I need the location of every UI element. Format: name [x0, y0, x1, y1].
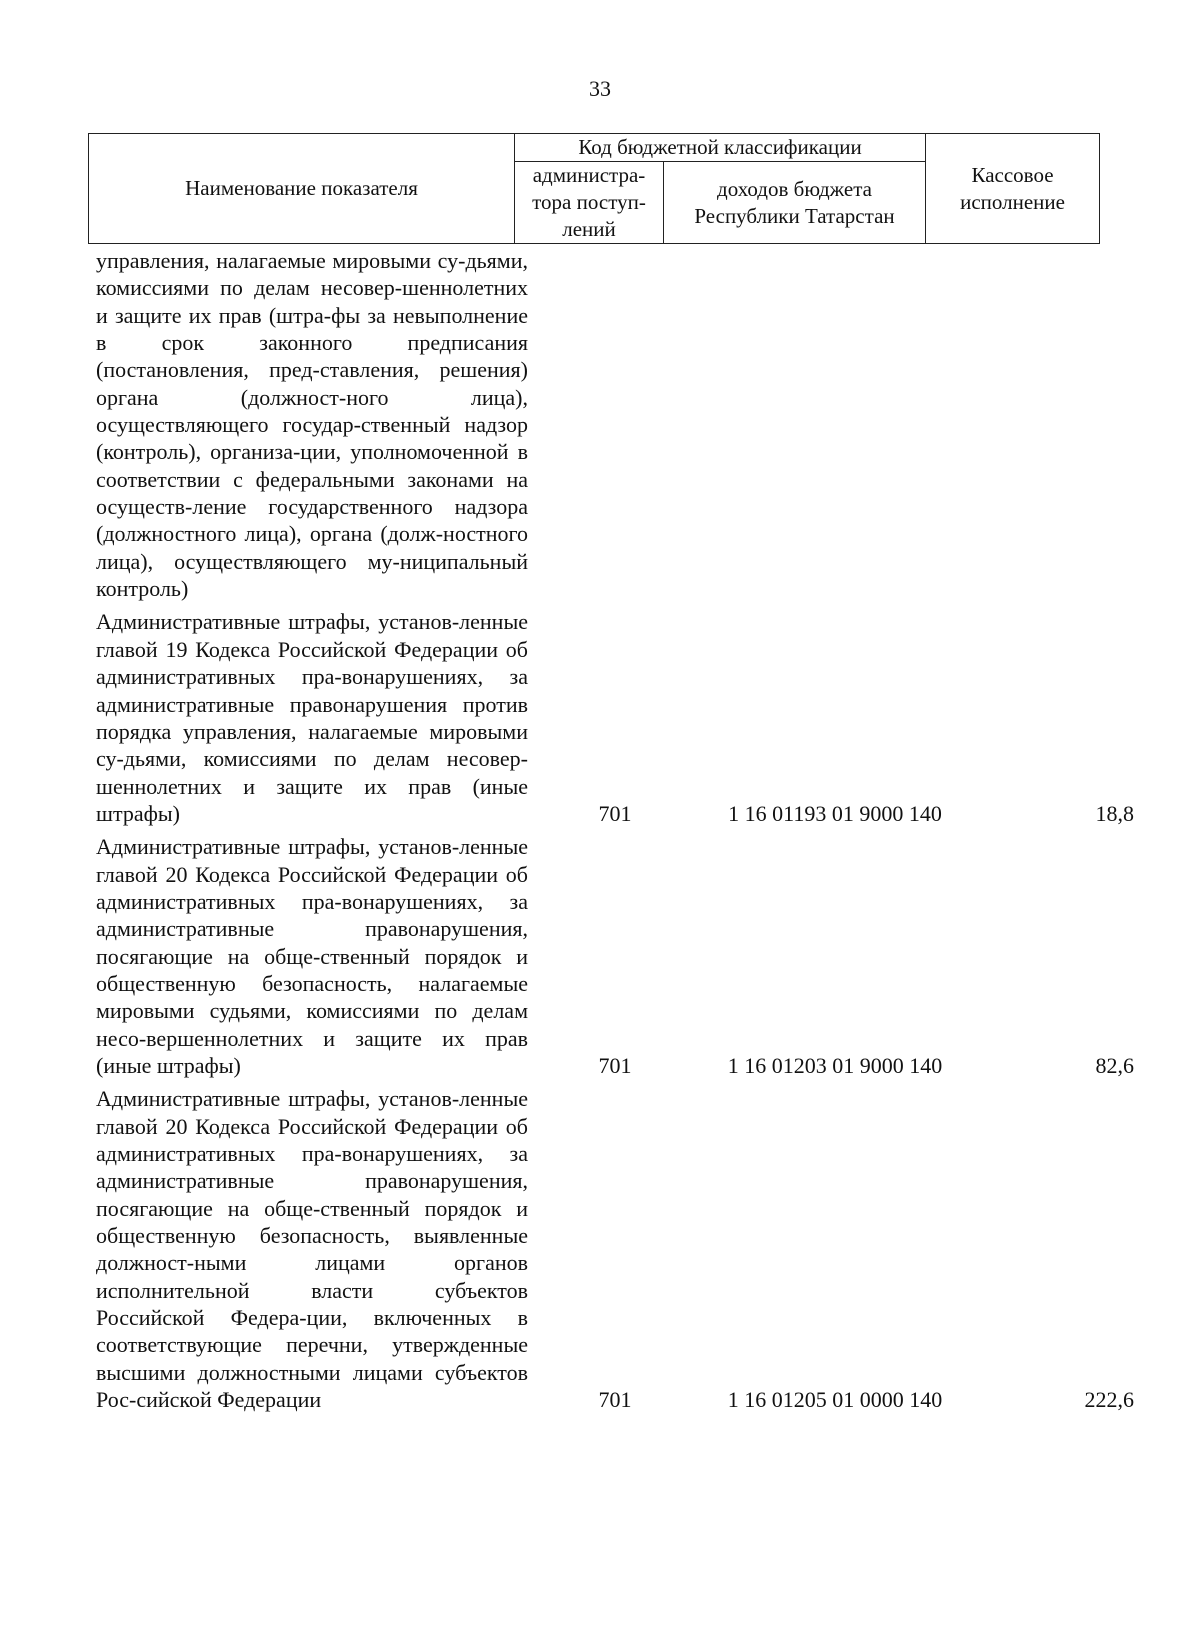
- row-amount: 82,6: [1095, 1052, 1134, 1078]
- header-code-group: Код бюджетной классификации: [515, 134, 926, 162]
- row-admin-code: 701: [598, 800, 632, 826]
- table-header: [88, 133, 1100, 244]
- row-amount: 18,8: [1095, 800, 1134, 826]
- row-description: Административные штрафы, установ-ленные главой 20 Кодекса Российской Федерации об административных пра-вонарушениях, за административные правонарушения, посягающие на обще-ственный порядок и общественную безопасность, налагаемые мировыми судьями, комиссиями по делам несо-вершеннолетних и защите их прав (иные штрафы): [96, 834, 528, 1078]
- row-income-code: 1 16 01203 01 9000 140: [727, 1052, 943, 1078]
- page-number: 33: [589, 76, 611, 101]
- row-income-code: 1 16 01193 01 9000 140: [728, 800, 942, 826]
- table-row: [0, 247, 1200, 602]
- header-name-column: Наименование показателя: [89, 134, 515, 244]
- table-body: [0, 247, 1200, 1413]
- header-execution-column: Кассовое исполнение: [926, 134, 1100, 244]
- row-description: управления, налагаемые мировыми су-дьями, комиссиями по делам несовер-шеннолетних и защите их прав (штра-фы за невыполнение в срок законного предписания (постановления, пред-ставления, решения) органа (должност-ного лица), осуществляющего государ-ственный надзор (контроль), организа-ции, уполномоченной в соответствии с федеральными законами на осуществ-ление государственного надзора (должностного лица), органа (долж-ностного лица), осуществляющего му-ниципальный контроль): [96, 248, 528, 602]
- row-description: Административные штрафы, установ-ленные главой 19 Кодекса Российской Федерации об административных пра-вонарушениях, за административные правонарушения против порядка управления, налагаемые мировыми су-дьями, комиссиями по делам несовер-шеннолетних и защите их прав (иные штрафы): [96, 609, 528, 826]
- row-description: Административные штрафы, установ-ленные главой 20 Кодекса Российской Федерации об административных пра-вонарушениях, за административные правонарушения, посягающие на обще-ственный порядок и общественную безопасность, выявленные должност-ными лицами органов исполнительной власти субъектов Российской Федера-ции, включенных в соответствующие перечни, утвержденные высшими должностными лицами субъектов Рос-сийской Федерации: [96, 1086, 528, 1413]
- row-amount: 222,6: [1084, 1387, 1134, 1413]
- table-row: [0, 1085, 1200, 1413]
- header-admin-column: администра-тора поступ-лений: [515, 162, 664, 244]
- row-income-code: 1 16 01205 01 0000 140: [727, 1387, 943, 1413]
- row-admin-code: 701: [598, 1387, 632, 1413]
- table-row: [0, 608, 1200, 827]
- row-admin-code: 701: [598, 1052, 632, 1078]
- table-row: [0, 833, 1200, 1079]
- header-income-column: доходов бюджета Республики Татарстан: [664, 162, 926, 244]
